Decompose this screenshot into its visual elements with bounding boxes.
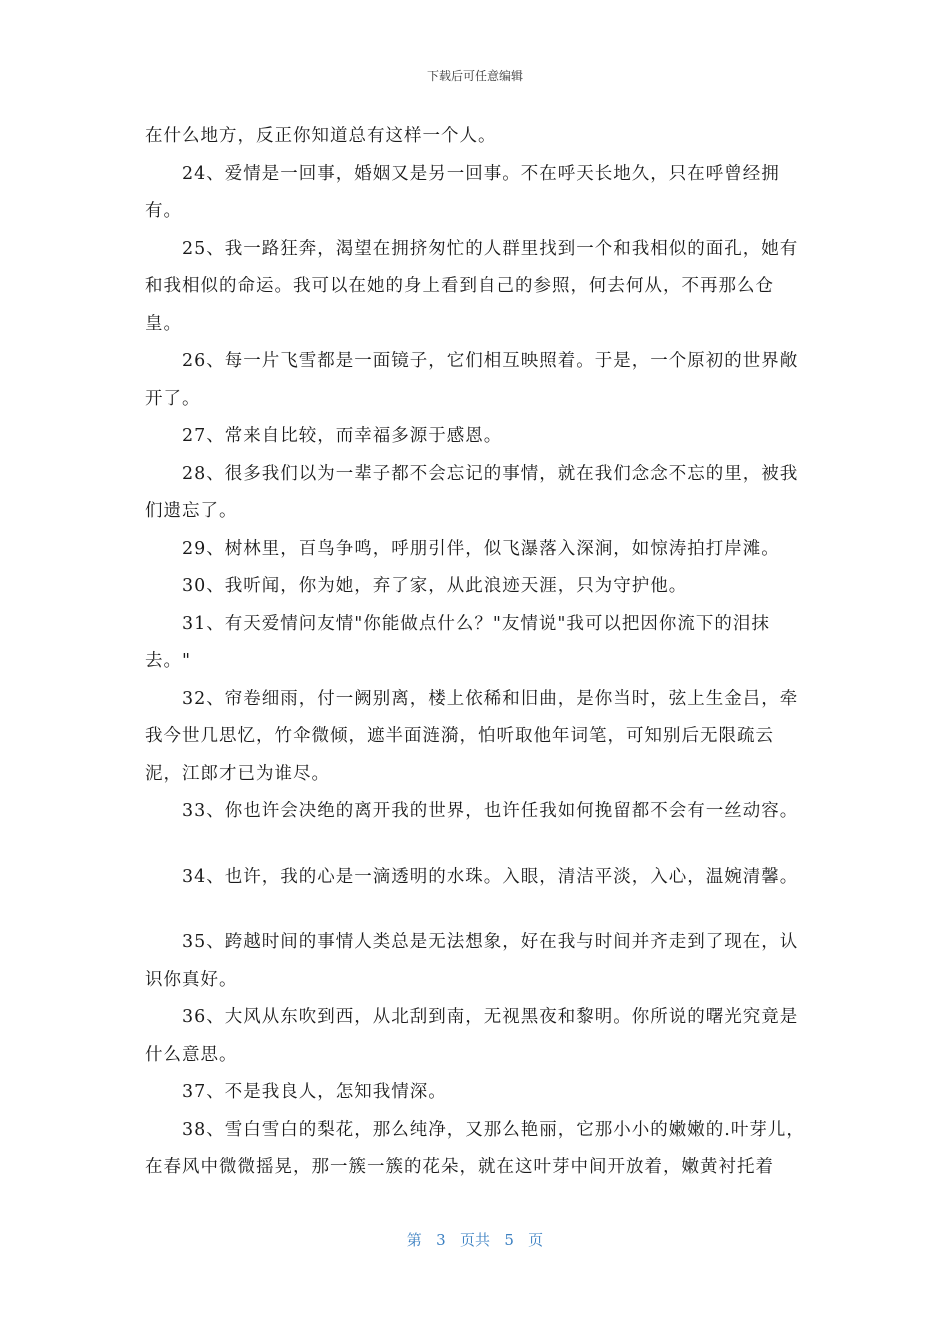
page-header: 下载后可任意编辑 bbox=[426, 69, 523, 83]
paragraph: 28、很多我们以为一辈子都不会忘记的事情，就在我们念念不忘的里，被我们遗忘了。 bbox=[145, 463, 799, 521]
paragraph: 36、大风从东吹到西，从北刮到南，无视黑夜和黎明。你所说的曙光究竟是什么意思。 bbox=[145, 1007, 799, 1065]
paragraph: 27、常来自比较，而幸福多源于感恩。 bbox=[182, 426, 503, 446]
document-body bbox=[145, 118, 810, 1187]
footer-prefix: 第 bbox=[406, 1231, 422, 1249]
paragraph: 24、爱情是一回事，婚姻又是另一回事。不在呼天长地久，只在呼曾经拥有。 bbox=[145, 163, 780, 221]
paragraph: 38、雪白雪白的梨花，那么纯净，又那么艳丽，它那小小的嫩嫩的.叶芽儿，在春风中微微摇晃，那一簇一簇的花朵，就在这叶芽中间开放着，嫩黄衬托着 bbox=[145, 1119, 805, 1177]
page-footer bbox=[0, 1229, 950, 1250]
footer-suffix: 页 bbox=[528, 1231, 544, 1249]
footer-middle: 页共 bbox=[459, 1231, 490, 1249]
total-pages-number: 5 bbox=[504, 1231, 514, 1249]
paragraph: 在什么地方，反正你知道总有这样一个人。 bbox=[145, 126, 497, 146]
paragraph: 35、跨越时间的事情人类总是无法想象，好在我与时间并齐走到了现在，认识你真好。 bbox=[145, 932, 799, 990]
paragraph: 25、我一路狂奔，渴望在拥挤匆忙的人群里找到一个和我相似的面孔，她有和我相似的命运。我可以在她的身上看到自己的参照，何去何从，不再那么仓皇。 bbox=[145, 238, 799, 334]
paragraph: 34、也许，我的心是一滴透明的水珠。入眼，清洁平淡，入心，温婉清馨。 bbox=[182, 866, 799, 887]
paragraph: 31、有天爱情问友情"你能做点什么？"友情说"我可以把因你流下的泪抹去。" bbox=[145, 613, 770, 671]
paragraph: 30、我听闻，你为她，弃了家，从此浪迹天涯，只为守护他。 bbox=[182, 576, 688, 596]
current-page-number: 3 bbox=[436, 1231, 446, 1249]
paragraph: 32、帘卷细雨，付一阙别离，楼上依稀和旧曲，是你当时，弦上生金吕，牵我今世几思忆，竹伞微倾，遮半面涟漪，怕听取他年词笔，可知别后无限疏云泥，江郎才已为谁尽。 bbox=[145, 688, 799, 784]
paragraph: 26、每一片飞雪都是一面镜子，它们相互映照着。于是，一个原初的世界敞开了。 bbox=[145, 351, 799, 409]
paragraph: 33、你也许会决绝的离开我的世界，也许任我如何挽留都不会有一丝动容。 bbox=[182, 801, 799, 821]
paragraph: 37、不是我良人，怎知我情深。 bbox=[182, 1082, 447, 1102]
paragraph: 29、树林里，百鸟争鸣，呼朋引伴，似飞瀑落入深涧，如惊涛拍打岸滩。 bbox=[182, 538, 780, 559]
